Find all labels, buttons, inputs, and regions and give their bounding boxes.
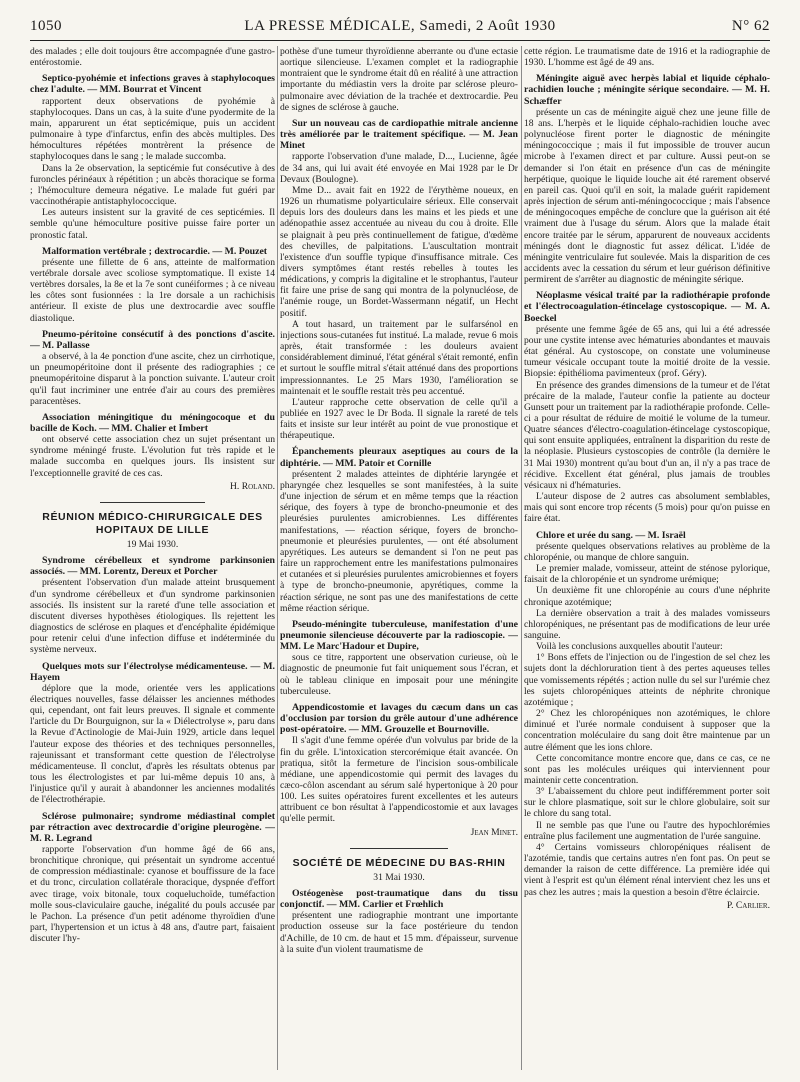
article (280, 702, 518, 838)
paragraph: Mme D... avait fait en 1922 de l'érythème noueux, en 1926 un rhumatisme polyarticulaire sérieux. Elle conservait depuis lors des douleurs dans les mains et les pieds et une adénopathie assez accentuée au niveau du cou à droite. Elle se plaignait à peu près continuellement de fatigue, d'œdème des chevilles, de palpitations. L'auscultation montrait l'existence d'un souffle typique d'insuffisance mitrale. Ces divers symptômes étant restés rebelles à toutes les médications, y compris la digitaline et le strophantus, l'auteur fit faire une prise de sang qui montra de la polynucléose, de l'anémie rouge, un Bordet-Wassermann négatif, un Hecht positif. (280, 184, 518, 319)
paragraph: présente une femme âgée de 65 ans, qui lui a été adressée pour une cystite intense avec hématuries abondantes et mauvais état général. Au cystoscope, on constate une volumineuse tumeur vésicale occupant toute la moitié droite de la vessie. Biopsie: épithélioma pavimenteux (prof. Géry). (524, 323, 770, 380)
paragraph: Les auteurs insistent sur la gravité de ces septicémies. Il semble qu'une hémoculture positive puisse faire porter un pronostic fatal. (30, 207, 275, 241)
paragraph: L'auteur rapproche cette observation de celle qu'il a publiée en 1927 avec le Dr Boda. Il signale la rareté de tels faits et insiste sur leur intérêt au point de vue pronostique et thérapeutique. (280, 396, 518, 442)
article-title: Sclérose pulmonaire; syndrome médiastinal complet par rétraction avec dextrocardie d'origine pleurogène. — M. R. Legrand (30, 810, 275, 844)
article (30, 412, 275, 492)
paragraph: Il ne semble pas que l'une ou l'autre des hypochlorémies entraîne plus facilement une augmentation de l'urée sanguine. (524, 819, 770, 842)
article (524, 290, 770, 524)
paragraph: 3° L'abaissement du chlore peut indifféremment porter soit sur le chlore plasmatique, soit sur le chlore globulaire, soit sur le chlore du sang total. (524, 786, 770, 820)
paragraph: rapporte l'observation d'une malade, D..., Lucienne, âgée de 34 ans, qui lui avait été envoyée en Mai 1928 par le Dr Devaux (Boulogne). (280, 151, 518, 185)
article-title: Pneumo-péritoine consécutif à des ponctions d'ascite. — M. Pallasse (30, 328, 275, 351)
article-title: Malformation vertébrale ; dextrocardie. — M. Pouzet (42, 245, 268, 257)
paragraph: Voilà les conclusions auxquelles aboutit l'auteur: (536, 641, 723, 653)
paragraph: 2° Chez les chloropéniques non azotémiques, le chlore diminué et l'urée normale conduisent à supposer que la concentration moléculaire du sang doit être maintenue par un autre élément que les ions chlore. (524, 708, 770, 753)
page-number: 1050 (30, 18, 62, 34)
paragraph: L'auteur dispose de 2 autres cas absolument semblables, mais qui sont encore trop récents (5 mois) pour qu'on puisse en faire état. (524, 491, 770, 525)
article (524, 530, 770, 911)
paragraph: pothèse d'une tumeur thyroïdienne aberrante ou d'une ectasie aortique silencieuse. L'examen complet et la radiographie montraient que le syndrome était dû en réalité à une attraction importante du médiastin vers la droite par sclérose pleuro-pulmonaire avec déviation de la trachée et dextrocardie. Peu de signes de sclérose à gauche. (280, 46, 518, 113)
paragraph: La dernière observation a trait à des malades vomisseurs chloropéniques, ne présentant pas de modifications de leur urée sanguine. (524, 607, 770, 641)
author-signature: P. Carlier. (726, 899, 770, 911)
paragraph: présentent une radiographie montrant une importante production osseuse sur la face postérieure du tendon d'Achille, de 10 cm. de haut et 15 mm. d'épaisseur, survenue à la suite d'un violent traumatisme de (280, 910, 518, 955)
paragraph: Un deuxième fit une chloropénie au cours d'une néphrite chronique azotémique; (524, 585, 770, 608)
article-title: Chlore et urée du sang. — M. Israël (536, 529, 686, 541)
article (30, 73, 275, 240)
article (280, 118, 518, 442)
paragraph: rapporte l'observation d'un homme âgé de 66 ans, bronchitique chronique, qui présentait un syndrome accentué de compression médiastinale: cyanose et bouffissure de la face et du tronc, circulation collatérale thoracique, dyspnée d'effort avec tirage, voix bitonale, toux coqueluchoïde, tuméfaction molle sous-claviculaire gauche, inégalité du pouls accusée par le Pachon. La présence d'un petit adénome thyroïdien d'une part, l'hypertension et un ictus à 48 ans, d'autre part, faisaient discuter l'hy- (30, 844, 275, 945)
paragraph: Cette concomitance montre encore que, dans ce cas, ce ne sont pas les molécules uréiques qui interviennent pour maintenir cette concentration. (524, 752, 770, 786)
paragraph: ont observé cette association chez un sujet présentant un syndrome méningé fruste. L'évolution fut très rapide et le malade succomba en quelques jours. Ils insistent sur l'exceptionnelle gravité de ces cas. (30, 434, 275, 479)
paragraph: En présence des grandes dimensions de la tumeur et de l'état précaire de la malade, l'auteur confie la patiente au docteur Gunsett pour un traitement par la radiothérapie profonde. Celle-ci a pour résultat de réduire de moitié le volume de la tumeur. Quatre séances d'électro-coagulation-étincelage cystoscopique, qui sont ensuite appliquées, entraînent la disparition du reste de la néoplasie. Plusieurs cystoscopies de contrôle (la dernière le 31 Mai 1930) montrent qu'au bout d'un an, il n'y a pas trace de récidive. Excellent état général, plus jamais de troubles vésicaux ni d'hématuries. (524, 379, 770, 491)
article (30, 661, 275, 806)
article (30, 555, 275, 655)
column-divider (277, 46, 278, 1070)
article (280, 619, 518, 697)
section-title: RÉUNION MÉDICO-CHIRURGICALE DES HOPITAUX DE LILLE (42, 510, 263, 536)
paragraph: des malades ; elle doit toujours être accompagnée d'une gastro-entérostomie. (30, 46, 275, 69)
article-title: Sur un nouveau cas de cardiopathie mitrale ancienne très améliorée par le traitement spécifique. — M. Jean Minet (280, 117, 518, 152)
article-title: Syndrome cérébelleux et syndrome parkinsonien associés. — MM. Lorentz, Dereux et Porcher (30, 555, 275, 578)
paragraph: A tout hasard, un traitement par le sulfarsénol en injections sous-cutanées fut institué. La malade, revue 6 mois après, était transformée : les douleurs avaient considérablement diminué, l'état général s'était remonté, enfin et surtout le souffle mitral s'était atténué dans des proportions impressionnantes. Le 25 Mars 1930, l'amélioration se maintenait et le souffle restait très peu accentué. (280, 318, 518, 397)
column-divider (521, 46, 522, 1070)
article-title: Appendicostomie et lavages du cæcum dans un cas d'occlusion par torsion du grêle autour d'une adhérence post-opératoire. — MM. Grouzelle et Bournoville. (280, 701, 518, 736)
paragraph: présente une fillette de 6 ans, atteinte de malformation vertébrale dorsale avec scoliose symptomatique. Il existe 14 vertèbres dorsales, la 8e et la 7e sont cunéiformes ; à ce niveau les côtes sont fusionnées : la 1re dorsale a un rachichisis antérieur. Il existe de plus une dextrocardie avec souffle diastolique. (30, 256, 275, 324)
paragraph: Le premier malade, vomisseur, atteint de sténose pylorique, faisait de la chloropénie et un syndrome urémique; (524, 563, 770, 586)
paragraph: déplore que la mode, orientée vers les applications électriques nouvelles, fasse délaisser les anciennes méthodes qui, cependant, ont fait leurs preuves. Il signale et commente l'article du Dr Bourguignon, sur la « Diélectrolyse », paru dans la Revue d'Actinologie de Mai-Juin 1929, article dans lequel l'auteur expose des théories et des techniques personnelles, rajeunissant et transformant cette question de l'électrolyse médicamenteuse. Il conclut, d'après les résultats obtenus par tous les électrologistes et par lui-même depuis 10 ans, à l'injustice qu'il y aurait à abandonner les anciennes modalités de l'électrothérapie. (30, 682, 275, 806)
article (30, 246, 275, 324)
paragraph: présentent 2 malades atteintes de diphtérie laryngée et pharyngée chez lesquelles se sont manifestées, à la suite d'une injection de sérum et en même temps que la réaction sérique, des foyers à type de broncho-pneumonie et des pleurésies purulentes amicrobiennes. Les différentes manifestations, — réaction sérique, foyers de broncho-pneumonie et pleurésies purulentes, — ont été absolument apyrétiques. Les auteurs se demandent si l'on ne peut pas faire un rapprochement entre les manifestations pulmonaires et cutanées et si pleurésies purulentes amicrobiennes et foyers à type de broncho-pneumonie, apyrétiques, comme la réaction sérique, ne sont pas une des manifestations de cette même réaction sérique. (280, 468, 518, 614)
paragraph: présente un cas de méningite aiguë chez une jeune fille de 18 ans. L'herpès et le liquide céphalo-rachidien louche avec polynucléose firent porter le diagnostic de méningite méningococcique ; mais il fut impossible de trouver aucun microbe à l'examen direct et par culture. Aussi peut-on se demander si l'on était en présence d'un cas de méningite herpétique, quoique le liquide louche ait été rarement observé en pareil cas. Quoi qu'il en soit, la malade guérit rapidement après injection de sérum anti-méningococcique ; mais l'absence de méningocoques empêche de conclure que la guérison ait été vraiment due à l'usage du sérum. Alors que la malade était encore traitée par le sérum, apparurent de nouveaux accidents méningés dont le diagnostic fut assez délicat. L'idée de méningite ventriculaire fut soulevée. Mais la disparition de ces accidents avec la cessation du sérum et leur guérison définitive permirent de s'arrêter au diagnostic de méningite sérique. (524, 106, 770, 286)
article (30, 329, 275, 407)
header-rule (30, 40, 770, 41)
paragraph: présentent l'observation d'un malade atteint brusquement d'un syndrome cérébelleux et d'un syndrome parkinsonien associés. Ils insistent sur la rareté d'une telle association et discutent diverses hypothèses étiologiques. Ils rejettent les diagnostics de sclérose en plaques et d'encéphalite épidémique pour retenir celui d'une infection diffuse et indéterminée du système nerveux. (30, 577, 275, 656)
article (280, 446, 518, 613)
column-1 (30, 46, 275, 1074)
article-title: Quelques mots sur l'électrolyse médicamenteuse. — M. Hayem (30, 660, 275, 683)
article-title: Néoplasme vésical traité par la radiothérapie profonde et l'électrocoagulation-étincelage cystoscopique. — M. A. Boeckel (524, 290, 770, 324)
column-2 (280, 46, 518, 1074)
paragraph: 1° Bons effets de l'injection ou de l'ingestion de sel chez les sujets dont la déchloruration tient à des pertes aqueuses telles que vomissements répétés ; action nulle du sel sur l'urémie chez les sujets chloropéniques atteints de néphrite chronique azotémique ; (524, 652, 770, 708)
paragraph: rapportent deux observations de pyohémie à staphylocoques. Dans un cas, à la suite d'une pyodermite de la main, apparurent un état septicémique, puis un accident pulmonaire à type d'infarctus, enfin des abcès multiples. Des hémocultures répétées montrèrent la présence de staphylocoques dans le sang ; le malade succomba. (30, 95, 275, 163)
author-signature: H. Roland. (229, 480, 275, 492)
article-title: Association méningitique du méningocoque et du bacille de Koch. — MM. Chalier et Imbert (30, 411, 275, 434)
column-3 (524, 46, 770, 1074)
article (280, 888, 518, 955)
issue-number: N° 62 (731, 18, 770, 34)
section-date: 19 Mai 1930. (126, 538, 179, 550)
section-title: SOCIÉTÉ DE MÉDECINE DU BAS-RHIN (292, 856, 506, 869)
paragraph: Dans la 2e observation, la septicémie fut consécutive à des furoncles périnéaux à répétition ; un abcès thoracique se forma ; l'hémoculture demeura négative. Le malade fut guéri par vaccinothérapie antistaphylococcique. (30, 162, 275, 208)
paragraph: 4° Certains vomisseurs chloropéniques réalisent de l'azotémie, tandis que certains autres n'en font pas. On peut se demander la raison de cette différence. La première idée qui vient à l'esprit est qu'un élément rénal intervient chez les uns et pas chez les autres ; mais la question a besoin d'être éclaircie. (524, 841, 770, 898)
article-title: Méningite aiguë avec herpès labial et liquide céphalo-rachidien louche ; méningite sérique secondaire. — M. H. Schæffer (524, 73, 770, 107)
paragraph: présente quelques observations relatives au problème de la chloropénie, ou manque de chlore sanguin. (524, 540, 770, 563)
page-header (30, 18, 770, 38)
paragraph: sous ce titre, rapportent une observation curieuse, où le diagnostic de pneumonie fut fait uniquement sous l'écran, et où le tableau clinique en imposait pour une méningite tuberculeuse. (280, 652, 518, 697)
article-title: Pseudo-méningite tuberculeuse, manifestation d'une pneumonie silencieuse découverte par la radioscopie. — MM. Le Marc'Hadour et Dupire, (280, 618, 518, 653)
article-title: Septico-pyohémie et infections graves à staphylocoques chez l'adulte. — MM. Bourrat et Vincent (30, 73, 275, 96)
paragraph: Il s'agit d'une femme opérée d'un volvulus par bride de la fin du grêle. L'intoxication stercorémique était avancée. On pratiqua, sitôt la fermeture de l'incision sous-ombilicale médiane, une appendicostomie qui permit des lavages du cæco-côlon ascendant au sérum salé hypertonique à 20 pour 100. Les suites opératoires furent excellentes et les auteurs attribuent ce bon résultat à l'appendicostomie et aux lavages qu'elle permit. (280, 735, 518, 825)
paragraph: a observé, à la 4e ponction d'une ascite, chez un cirrhotique, un pneumopéritoine dont il présente des radiographies ; ce pneumopéritoine disparut à la ponction suivante. L'auteur croit qu'il faut incriminer une entrée d'air au cours des premières paracentèses. (30, 351, 275, 407)
article-title: Ostéogenèse post-traumatique dans du tissu conjonctif. — MM. Carlier et Frœhlich (280, 887, 518, 911)
section-rule (350, 848, 448, 849)
article (30, 811, 275, 945)
article (524, 73, 770, 285)
section-rule (100, 502, 205, 503)
paragraph: cette région. Le traumatisme date de 1916 et la radiographie de 1930. L'homme est âgé de 49 ans. (524, 46, 770, 69)
article-title: Épanchements pleuraux aseptiques au cours de la diphtérie. — MM. Patoir et Cornille (280, 446, 518, 469)
author-signature: Jean Minet. (470, 826, 518, 838)
section-date: 31 Mai 1930. (373, 871, 425, 883)
masthead-title: LA PRESSE MÉDICALE, Samedi, 2 Août 1930 (244, 18, 556, 34)
